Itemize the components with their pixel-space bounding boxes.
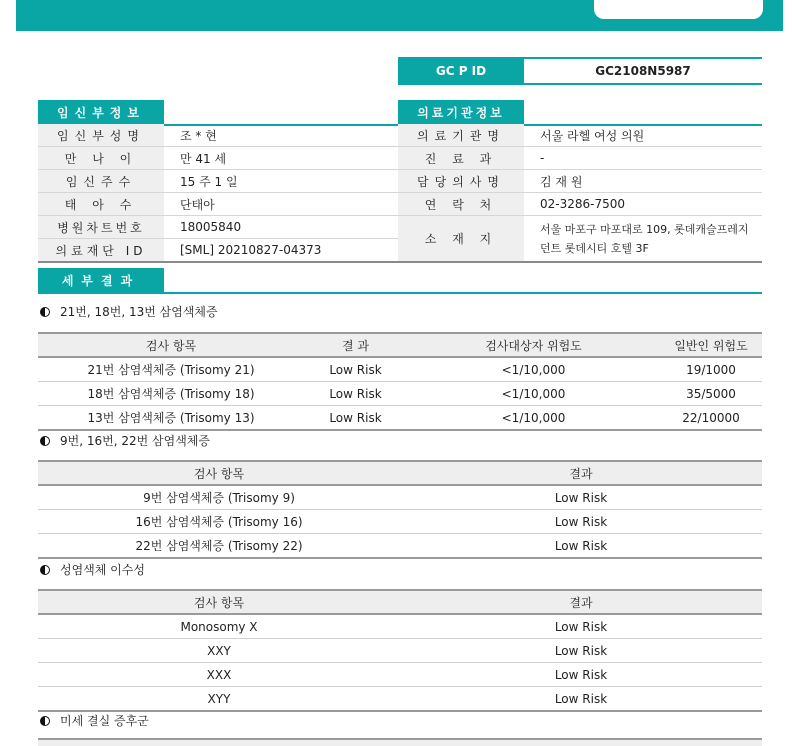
info-row [38,170,399,193]
test-result: Low Risk [400,663,762,687]
test-result: Low Risk [400,510,762,534]
info-row [38,193,399,216]
info-row [38,216,399,239]
info-value: 15 주 1 일 [180,174,238,189]
gc-id-label: GC P ID [398,59,524,83]
info-value: 서울 라헬 여성 의원 [540,128,645,143]
test-item: XXY [38,639,400,663]
test-item: XYY [38,687,400,712]
test-item: 16번 삼염색체증 (Trisomy 16) [38,510,400,534]
section-trisomy-21-18-13 [40,303,218,320]
column-header: 검사 항목 [38,590,400,614]
info-value: 김 재 원 [540,174,583,189]
section-sex-chromosome [40,561,145,578]
half-circle-icon [40,307,50,317]
half-circle-icon [40,716,50,726]
info-row [38,147,399,170]
info-label: 진 료 과 [398,147,524,169]
header-tab [594,0,763,19]
column-header: 일반인 위험도 [660,333,762,357]
column-header: 검사대상자 위험도 [407,333,660,357]
table-header-row [38,461,762,485]
info-row [398,193,762,216]
info-label: 만 나 이 [38,147,164,169]
info-value: [SML] 20210827-04373 [180,243,322,257]
table-row [38,485,762,510]
pregnancy-info-title: 임신부정보 [38,100,164,124]
info-label: 의료재단 ID [38,239,164,261]
test-item: 18번 삼염색체증 (Trisomy 18) [38,382,304,406]
table-row [38,357,762,382]
info-row [398,147,762,170]
info-row [38,239,399,261]
test-result: Low Risk [304,382,407,406]
info-row [398,170,762,193]
test-result: Low Risk [400,639,762,663]
table-row [38,406,762,431]
test-result: Low Risk [304,357,407,382]
test-result: Low Risk [400,687,762,712]
info-value: 조 * 현 [180,128,217,143]
section-trisomy-9-16-22 [40,432,210,449]
info-row [38,124,399,147]
results-table-3 [38,589,762,712]
subject-risk: <1/10,000 [407,406,660,431]
test-result: Low Risk [400,534,762,559]
section-title: 성염색체 이수성 [60,563,145,577]
test-item: 22번 삼염색체증 (Trisomy 22) [38,534,400,559]
pregnancy-info-header [38,100,399,126]
info-value: 18005840 [180,220,242,234]
table-row [38,639,762,663]
next-table-top [38,738,762,746]
test-item: 21번 삼염색체증 (Trisomy 21) [38,357,304,382]
table-header-row [38,333,762,357]
info-row [398,124,762,147]
table-row [38,534,762,559]
test-result: Low Risk [400,614,762,639]
info-label: 소 재 지 [398,216,524,261]
column-header: 결 과 [304,333,407,357]
info-row [398,216,762,261]
gc-id-value: GC2108N5987 [595,64,691,78]
table-row [38,382,762,406]
institution-info-header [398,100,762,126]
info-label: 병원차트번호 [38,216,164,238]
info-value: 02-3286-7500 [540,197,626,211]
info-value: 단태아 [180,197,215,212]
general-risk: 19/1000 [660,357,762,382]
info-label: 임신부성명 [38,124,164,146]
report-header-bar [16,0,783,31]
general-risk: 35/5000 [660,382,762,406]
general-risk: 22/10000 [660,406,762,431]
pregnancy-info-table [38,124,399,263]
test-item: 13번 삼염색체증 (Trisomy 13) [38,406,304,431]
column-header: 결과 [400,590,762,614]
info-value: 서울 마포구 마포대로 109, 롯데캐슬프레지던트 롯데시티 호텔 3F [540,222,749,255]
institution-info-title: 의료기관정보 [398,100,524,124]
info-value: - [540,151,545,165]
detail-results-title: 세부결과 [38,268,164,292]
section-title: 9번, 16번, 22번 삼염색체증 [60,434,210,448]
institution-info-table [398,124,762,263]
info-value: 만 41 세 [180,151,227,166]
gc-id-box [398,57,762,85]
column-header: 검사 항목 [38,461,400,485]
section-microdeletion [40,712,149,729]
info-label: 임신주수 [38,170,164,192]
info-label: 담당의사명 [398,170,524,192]
table-header-row [38,590,762,614]
subject-risk: <1/10,000 [407,357,660,382]
info-label: 의료기관명 [398,124,524,146]
half-circle-icon [40,436,50,446]
test-item: Monosomy X [38,614,400,639]
detail-results-header [38,268,762,294]
info-label: 연 락 처 [398,193,524,215]
table-row [38,614,762,639]
results-table-1 [38,332,762,431]
table-row [38,687,762,712]
test-item: 9번 삼염색체증 (Trisomy 9) [38,485,400,510]
test-item: XXX [38,663,400,687]
column-header: 검사 항목 [38,333,304,357]
table-row [38,510,762,534]
section-title: 미세 결실 증후군 [60,714,149,728]
table-row [38,663,762,687]
results-table-2 [38,460,762,559]
column-header: 결과 [400,461,762,485]
test-result: Low Risk [400,485,762,510]
info-label: 태 아 수 [38,193,164,215]
half-circle-icon [40,565,50,575]
test-result: Low Risk [304,406,407,431]
section-title: 21번, 18번, 13번 삼염색체증 [60,305,218,319]
subject-risk: <1/10,000 [407,382,660,406]
